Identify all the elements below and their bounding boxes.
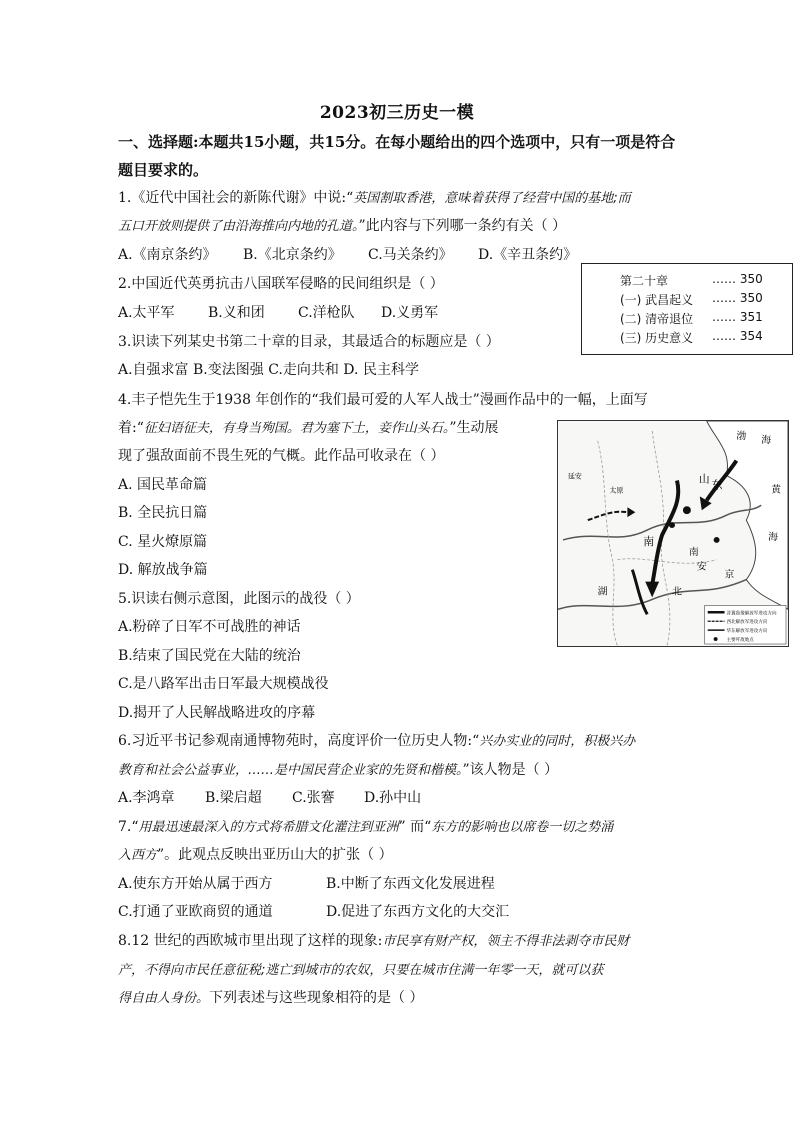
q2-option-a[interactable]: A.太平军 [118,305,175,321]
q1-stem-line2 [118,216,566,237]
toc-page: …… 350 [712,272,763,286]
q6-stem-text: 6.习近平书记参观南通博物苑时，高度评价一位历史人物:“ [118,733,480,749]
battle-site-marker [714,537,720,543]
q4-stem-line2 [118,418,499,439]
q5-option-b[interactable]: B.结束了国民党在大陆的统治 [118,648,301,664]
q7-stem-text: ” 而“ [398,819,432,835]
q4-option-b[interactable]: B. 全民抗日篇 [118,505,208,521]
q1-quote: 英国割取香港，意味着获得了经营中国的基地;而 [353,191,631,206]
map-label: 安 [696,561,707,573]
toc-label: (三) 历史意义 [620,331,694,345]
q7-options-row2 [118,902,509,922]
q7-option-d[interactable]: D.促进了东西方文化的大交汇 [326,904,510,920]
toc-box [581,263,793,355]
map-label: 渤 [736,430,747,442]
map-label: 东 [711,478,723,492]
q1-stem-text: ”此内容与下列哪一条约有关（ ） [358,218,567,234]
q1-stem-text: 1.《近代中国社会的新陈代谢》中说:“ [118,190,354,206]
battle-site-marker [669,522,675,528]
toc-page: …… 350 [712,291,763,305]
attack-arrow [588,512,628,520]
q1-option-c[interactable]: C.马关条约》 [368,247,453,263]
q5-option-c[interactable]: C.是八路军出击日军最大规模战役 [118,676,329,692]
q2-stem: 2.中国近代英勇抗击八国联军侵略的民间组织是（ ） [118,276,444,292]
q6-option-a[interactable]: A.李鸿章 [118,790,175,806]
q1-option-d[interactable]: D.《辛丑条约》 [478,247,578,263]
battle-map-svg [558,421,788,646]
q8-stem-line3 [118,988,423,1009]
q7-stem-line1 [118,817,613,838]
q4-stem-line3: 现了强敌面前不畏生死的气概。此作品可收录在（ ） [118,448,445,464]
q1-option-a[interactable]: A.《南京条约》 [118,247,217,263]
q8-quote: 得自由人身份。 [118,991,210,1006]
q7-quote: 东方的影响也以席卷一切之势涌 [431,820,614,835]
q2-option-d[interactable]: D.义勇军 [381,305,439,321]
toc-label: (一) 武昌起义 [620,293,694,307]
toc-label: (二) 清帝退位 [620,312,694,326]
q4-option-a[interactable]: A. 国民革命篇 [118,477,208,493]
battle-map [557,420,789,647]
page-title: 2023初三历史一模 [319,103,475,123]
q5-stem: 5.识读右侧示意图，此图示的战役（ ） [118,591,360,607]
q8-stem-text: 8.12 世纪的西欧城市里出现了这样的现象: [118,933,383,949]
q6-stem-line2 [118,760,558,781]
legend-swatch [714,637,718,641]
q6-options [118,788,421,808]
q6-option-c[interactable]: C.张謇 [292,790,335,806]
sea-area [707,421,788,609]
q8-stem-line2 [118,960,603,981]
q8-stem-text: 下列表述与这些现象相符的是（ ） [209,990,424,1006]
section-heading-line1: 一、选择题:本题共15小题，共15分。在每小题给出的四个选项中，只有一项是符合 [118,133,676,151]
q7-options-row1 [118,874,495,894]
legend-label: 华东解放军进攻方向 [726,629,768,635]
q6-quote: 兴办实业的同时，积极兴办 [479,734,636,749]
q6-stem-line1 [118,731,635,752]
q4-stem-text: 着:“ [118,420,144,436]
battle-site-marker [683,506,691,514]
toc-page: …… 354 [712,329,763,343]
toc-page: …… 351 [712,310,763,324]
q1-options [118,245,577,265]
q7-option-c[interactable]: C.打通了亚欧商贸的通道 [118,904,273,920]
map-label: 海 [768,531,779,543]
q8-quote: 市民享有财产权，领主不得非法剥夺市民财 [382,934,630,949]
map-label: 山 [698,472,710,486]
arrow-head [627,507,635,517]
map-label: 黄 [771,484,782,496]
legend-label: 西北解放军进攻方向 [726,620,768,626]
q1-stem-line1 [118,188,631,209]
q7-stem-text: 7.“ [118,819,139,835]
legend-label: 主要歼敌地点 [726,638,754,644]
q5-option-a[interactable]: A.粉碎了日军不可战胜的神话 [118,619,301,635]
attack-arrow [632,570,647,615]
map-label: 南 [643,534,655,548]
q7-option-a[interactable]: A.使东方开始从属于西方 [118,876,273,892]
section-heading-line2: 题目要求的。 [118,161,209,179]
q7-stem-text: ”。此观点反映出亚历山大的扩张（ ） [157,847,393,863]
q7-option-b[interactable]: B.中断了东西文化发展进程 [326,876,495,892]
q8-stem-line1 [118,931,629,952]
map-label: 南 [688,546,699,558]
map-label: 海 [761,434,772,446]
border-line [598,441,618,646]
q6-stem-text: ”该人物是（ ） [462,762,559,778]
q4-option-d[interactable]: D. 解放战争篇 [118,562,208,578]
q2-option-c[interactable]: C.洋枪队 [298,305,355,321]
map-label: 延安 [567,472,582,481]
q7-quote: 入西方 [118,848,158,863]
q4-option-c[interactable]: C. 星火燎原篇 [118,534,208,550]
q6-quote: 教育和社会公益事业，……是中国民营企业家的先贤和楷模。 [118,763,463,778]
q4-stem-text: ”生动展 [449,420,499,436]
q4-quote: 征妇语征夫，有身当殉国。君为塞下土，妾作山头石。 [143,421,450,436]
q5-option-d[interactable]: D.揭开了人民解战略进攻的序幕 [118,705,316,721]
map-label: 北 [672,586,682,598]
q7-stem-line2 [118,845,393,866]
legend-label: 晋冀鲁豫解放军进攻方向 [726,611,777,617]
q1-quote: 五口开放则提供了由沿海推向内地的孔道。 [118,219,359,234]
q7-quote: 用最迅速最深入的方式将希腊文化灌注到亚洲 [138,820,399,835]
q2-options [118,303,438,323]
toc-label: 第二十章 [620,274,669,288]
map-label: 太原 [609,486,624,495]
q2-option-b[interactable]: B.义和团 [208,305,265,321]
arrow-head [645,582,659,598]
q8-quote: 产，不得向市民任意征税;逃亡到城市的农奴，只要在城市住满一年零一天，就可以获 [118,963,604,978]
q1-option-b[interactable]: B.《北京条约》 [243,247,342,263]
q4-stem-line1: 4.丰子恺先生于1938 年创作的“我们最可爱的人军人战士”漫画作品中的一幅，上面写 [118,392,648,408]
q3-stem: 3.识读下列某史书第二十章的目录，其最适合的标题应是（ ） [118,334,500,350]
map-label: 京 [724,569,735,581]
q3-options[interactable]: A.自强求富 B.变法图强 C.走向共和 D. 民主科学 [118,362,419,378]
q6-option-b[interactable]: B.梁启超 [205,790,262,806]
attack-arrow [652,480,678,584]
q6-option-d[interactable]: D.孙中山 [364,790,422,806]
map-label: 湖 [597,586,608,598]
